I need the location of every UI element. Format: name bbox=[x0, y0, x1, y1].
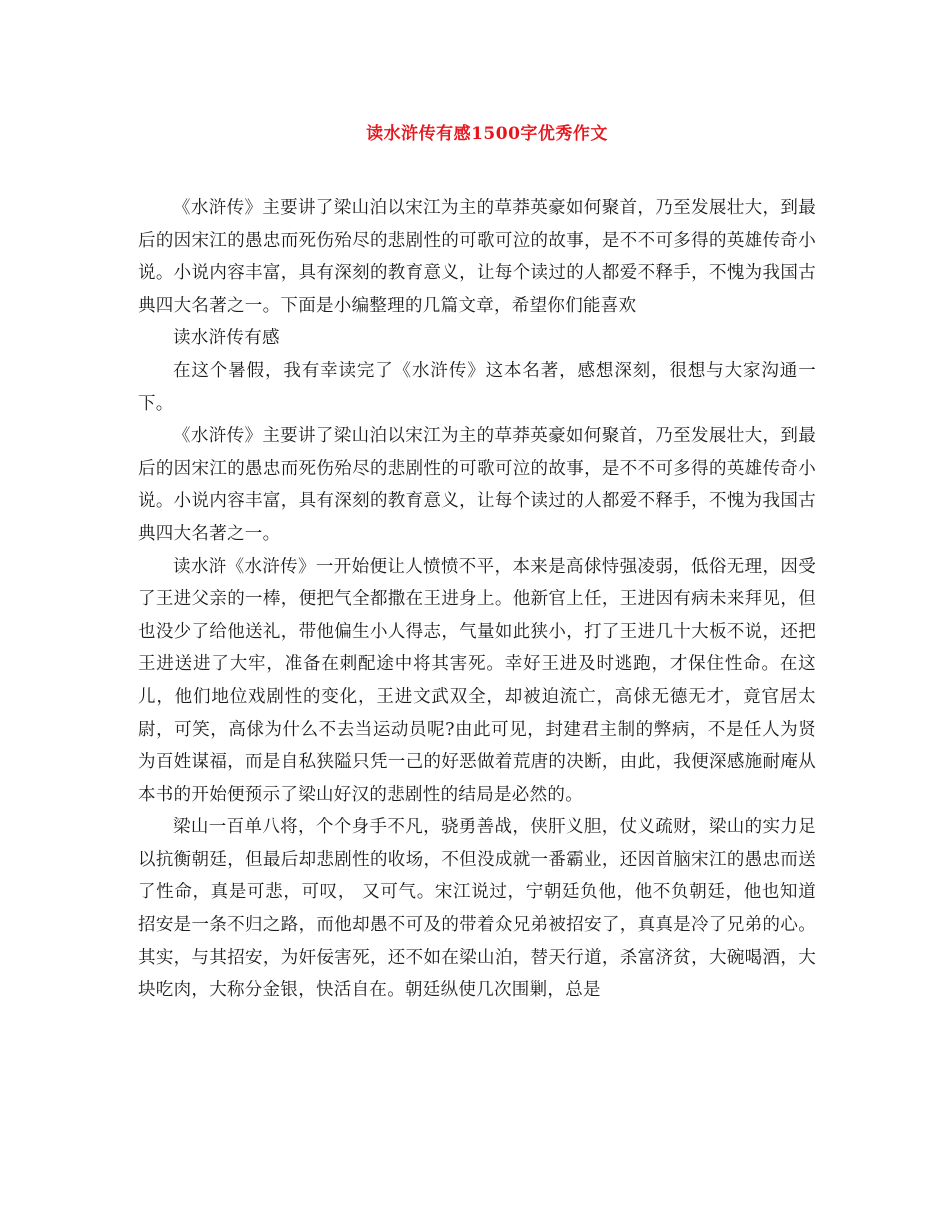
paragraph-subheading: 读水浒传有感 bbox=[173, 328, 280, 349]
paragraph-3: 读水浒《水浒传》一开始便让人愤愤不平，本来是高俅恃强凌弱，低俗无理，因受了王进父亲的一棒，便把气全都撒在王进身上。他新官上任，王进因有病未来拜见，但也没少了给他送礼，带他偏生小人得志，气量如此狭小，打了王进几十大板不说，还把王进送进了大牢，准备在刺配途中将其害死。幸好王进及时逃跑，才保住性命。在这儿，他们地位戏剧性的变化，王进文武双全，却被迫流亡，高俅无德无才，竟官居太尉，可笑，高俅为什么不去当运动员呢?由此可见，封建君主制的弊病，不是任人为贤为百姓谋福，而是自私狭隘只凭一己的好恶做着荒唐的决断，由此，我便深感施耐庵从本书的开始便预示了梁山好汉的悲剧性的结局是必然的。 bbox=[138, 556, 816, 805]
paragraph-intro: 《水浒传》主要讲了梁山泊以宋江为主的草莽英豪如何聚首，乃至发展壮大，到最后的因宋江的愚忠而死伤殆尽的悲剧性的可歌可泣的故事，是不不可多得的英雄传奇小说。小说内容丰富，具有深刻的教育意义，让每个读过的人都爱不释手，不愧为我国古典四大名著之一。下面是小编整理的几篇文章，希望你们能喜欢 bbox=[138, 198, 816, 316]
document-body bbox=[138, 192, 816, 1007]
document-title: 读水浒传有感1500字优秀作文 bbox=[366, 124, 608, 144]
paragraph-2: 《水浒传》主要讲了梁山泊以宋江为主的草莽英豪如何聚首，乃至发展壮大，到最后的因宋江的愚忠而死伤殆尽的悲剧性的可歌可泣的故事，是不不可多得的英雄传奇小说。小说内容丰富，具有深刻的教育意义，让每个读过的人都爱不释手，不愧为我国古典四大名著之一。 bbox=[138, 426, 816, 544]
paragraph-1: 在这个暑假，我有幸读完了《水浒传》这本名著，感想深刻，很想与大家沟通一下。 bbox=[138, 360, 816, 414]
paragraph-4: 梁山一百单八将，个个身手不凡，骁勇善战，侠肝义胆，仗义疏财，梁山的实力足以抗衡朝廷，但最后却悲剧性的收场，不但没成就一番霸业，还因首脑宋江的愚忠而送了性命，真是可悲，可叹， 又可气。宋江说过，宁朝廷负他，他不负朝廷，他也知道招安是一条不归之路，而他却愚不可及的带着众兄弟被招安了，真真是冷了兄弟的心。其实，与其招安，为奸佞害死，还不如在梁山泊，替天行道，杀富济贫，大碗喝酒，大块吃肉，大称分金银，快活自在。朝廷纵使几次围剿，总是 bbox=[138, 817, 816, 1001]
